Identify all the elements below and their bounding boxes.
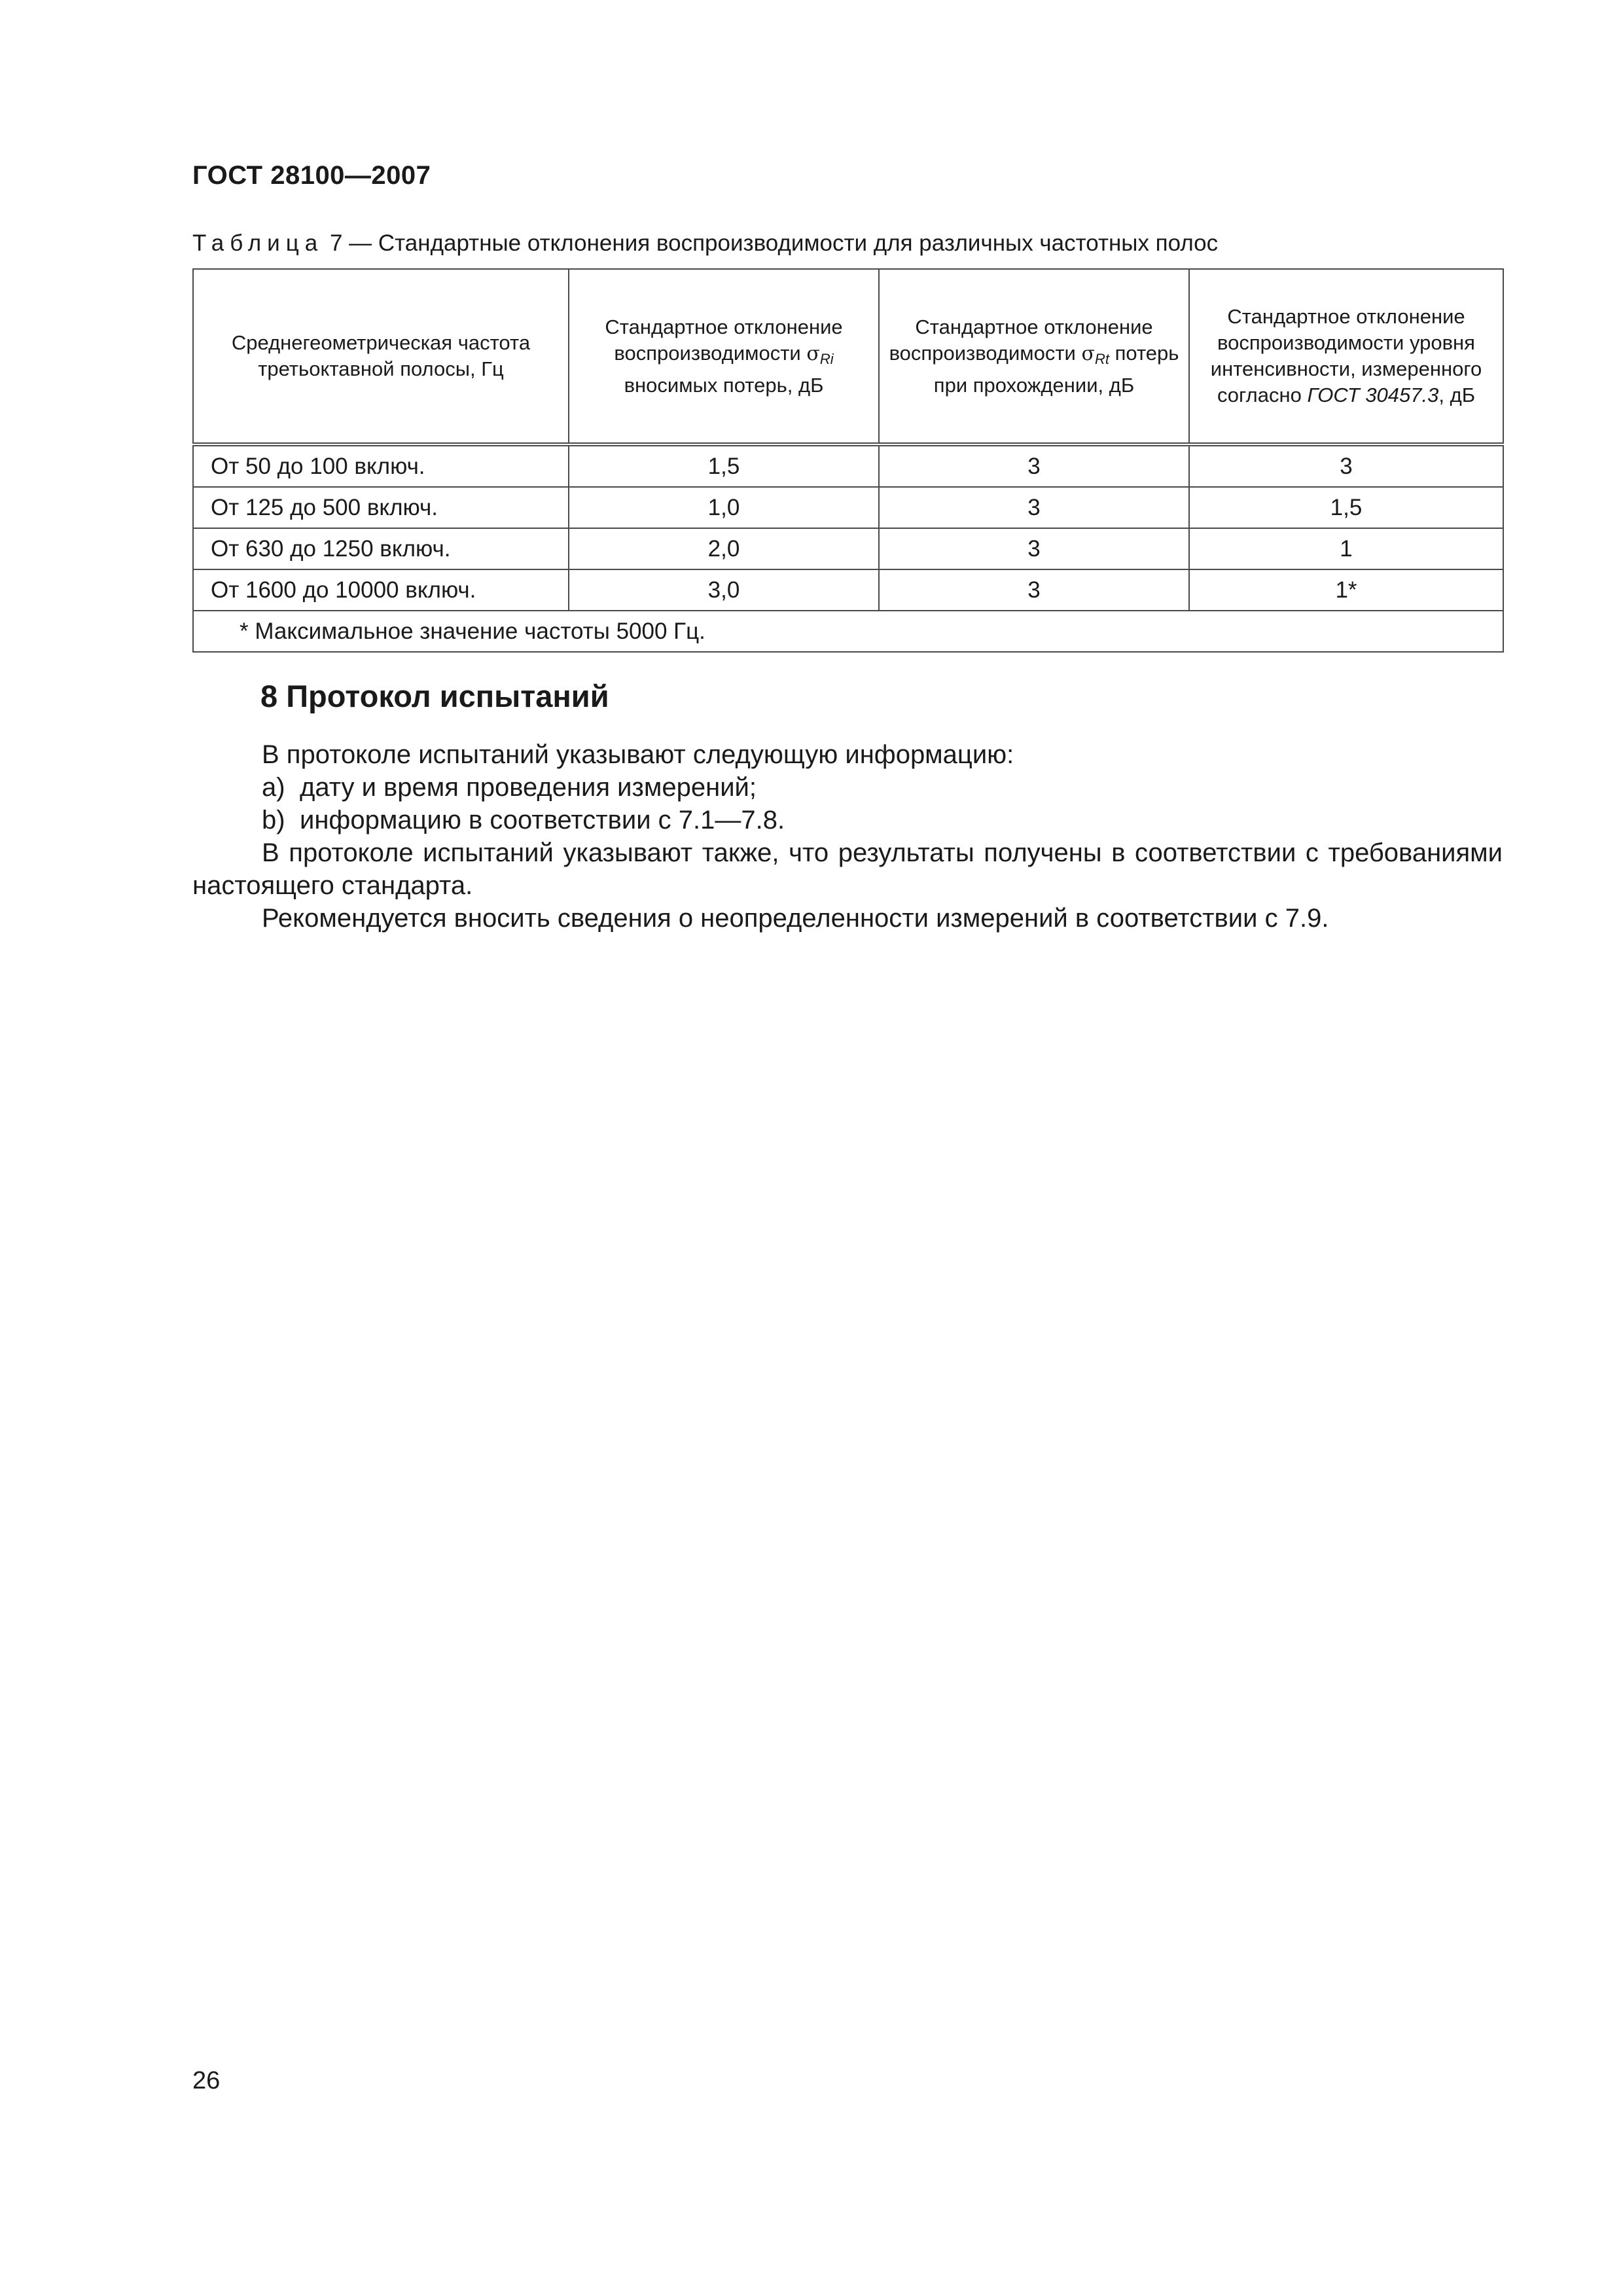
cell-transmission-loss: 3 (879, 569, 1189, 611)
cell-frequency: От 50 до 100 включ. (193, 444, 569, 487)
table-row (193, 444, 1503, 487)
header-intensity-level: Стандартное отклонение воспроизводимости уровня интенсивности, измеренного согласно ГОСТ 30457.3, дБ (1189, 269, 1503, 444)
reproducibility-table (192, 268, 1504, 653)
table-caption-label: Таблица (192, 230, 324, 256)
list-item-text: дату и время проведения измерений; (300, 773, 757, 802)
list-item (192, 771, 1503, 804)
table-row (193, 528, 1503, 569)
table-caption-text: 7 — Стандартные отклонения воспроизводимости для различных частотных полос (323, 230, 1219, 256)
cell-insertion-loss: 1,5 (569, 444, 879, 487)
table-footnote: * Максимальное значение частоты 5000 Гц. (193, 611, 1503, 652)
header-insertion-loss: Стандартное отклонение воспроизводимости $\sigma_{Ri}$ вносимых потерь, дБ (569, 269, 879, 444)
cell-transmission-loss: 3 (879, 444, 1189, 487)
list-marker: b) (262, 806, 285, 834)
cell-insertion-loss: 2,0 (569, 528, 879, 569)
section-title: 8 Протокол испытаний (260, 679, 609, 713)
list-marker: a) (262, 773, 285, 802)
page-number: 26 (192, 2067, 221, 2094)
section-body (192, 738, 1503, 935)
section-paragraph: Рекомендуется вносить сведения о неопределенности измерений в соответствии с 7.9. (262, 904, 1329, 933)
cell-intensity-level: 3 (1189, 444, 1503, 487)
section-intro: В протоколе испытаний указывают следующую информацию: (262, 740, 1014, 769)
cell-transmission-loss: 3 (879, 487, 1189, 528)
table-footnote-row (193, 611, 1503, 652)
list-item (192, 804, 1503, 836)
list-item-text: информацию в соответствии с 7.1—7.8. (300, 806, 785, 834)
cell-frequency: От 125 до 500 включ. (193, 487, 569, 528)
cell-frequency: От 630 до 1250 включ. (193, 528, 569, 569)
table-row (193, 569, 1503, 611)
cell-transmission-loss: 3 (879, 528, 1189, 569)
cell-intensity-level: 1* (1189, 569, 1503, 611)
table-caption (192, 230, 1218, 257)
section-paragraph: В протоколе испытаний указывают также, что результаты получены в соответствии с требованиями настоящего стандарта. (192, 838, 1503, 900)
cell-intensity-level: 1,5 (1189, 487, 1503, 528)
cell-insertion-loss: 3,0 (569, 569, 879, 611)
header-transmission-loss: Стандартное отклонение воспроизводимости $\sigma_{Rt}$ потерь при прохождении, дБ (879, 269, 1189, 444)
cell-frequency: От 1600 до 10000 включ. (193, 569, 569, 611)
cell-intensity-level: 1 (1189, 528, 1503, 569)
document-header: ГОСТ 28100—2007 (192, 161, 431, 190)
table-row (193, 487, 1503, 528)
header-frequency: Среднегеометрическая частота третьоктавной полосы, Гц (193, 269, 569, 444)
cell-insertion-loss: 1,0 (569, 487, 879, 528)
table-header-row (193, 269, 1503, 444)
